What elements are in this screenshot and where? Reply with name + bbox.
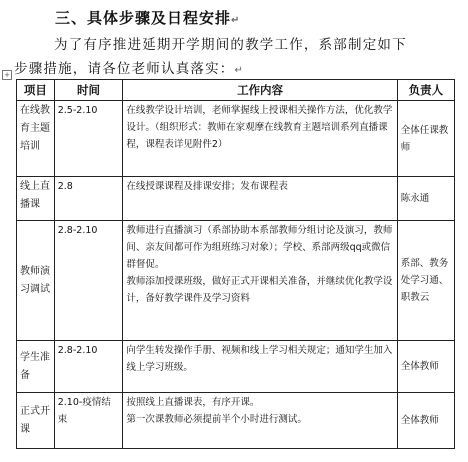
schedule-table: [16, 79, 455, 449]
header-item: 项目: [17, 80, 55, 101]
header-content: 工作内容: [123, 80, 397, 101]
row-item: 教师演习调试: [17, 221, 55, 341]
row-item: 正式开课: [17, 393, 55, 449]
row-owner: 全体教师: [397, 341, 454, 393]
intro-paragraph: 为了有序推进延期开学期间的教学工作，系部制定如下 步骤措施，请各位老师认真落实：↵: [14, 37, 407, 77]
row-time: 2.8-2.10: [54, 341, 123, 393]
section-heading: 三、具体步骤及日程安排↵: [55, 9, 241, 27]
table-row: [17, 177, 455, 221]
row-content: 向学生转发操作手册、视频和线上学习相关规定；通知学生加入线上学习班级。: [123, 341, 397, 393]
table-move-handle-icon[interactable]: +: [2, 70, 12, 80]
row-owner: 系部、教务处学习通、职教云: [397, 221, 454, 341]
row-time: 2.8: [54, 177, 123, 221]
header-time: 时间: [54, 80, 123, 101]
row-content: [123, 221, 397, 341]
table-row: [17, 393, 455, 449]
row-owner: 全体任课教师: [397, 101, 454, 177]
row-content: 在线授课课程及排课安排；发布课程表: [123, 177, 397, 221]
row-content: [123, 393, 397, 449]
row-time: 2.8-2.10: [54, 221, 123, 341]
row-time: 2.5-2.10: [54, 101, 123, 177]
table-row: [17, 101, 455, 177]
row-content-paragraph: 第一次课教师必须提前半个小时进行测试。: [126, 414, 307, 425]
row-item: 线上直播课: [17, 177, 55, 221]
row-owner: 全体教师: [397, 393, 454, 449]
row-time: 2.10-疫情结束: [54, 393, 123, 449]
row-item: 在线教育主题培训: [17, 101, 55, 177]
row-content-paragraph: 教师添加授课班级，做好正式开课相关准备，并继续优化教学设计，备好教学课件及学习资料: [126, 276, 393, 304]
header-owner: 负责人: [397, 80, 454, 101]
table-row: [17, 221, 455, 341]
row-owner: 陈永通: [397, 177, 454, 221]
table-row: [17, 341, 455, 393]
row-content-paragraph: 按照线上直播课表，有序开课。: [126, 397, 260, 408]
row-content: 在线教学设计培训，老师掌握线上授课相关操作方法，优化教学设计。（组织形式：教师在家观摩在线教育主题培训系列直播课程，课程表详见附件2）: [123, 101, 397, 177]
row-item: 学生准备: [17, 341, 55, 393]
table-header-row: [17, 80, 455, 101]
row-content-paragraph: 教师进行直播演习（系部协助本系部教师分组讨论及演习，教师间、亲友间都可作为组班练习对象）；学校、系部两级qq或微信群督促。: [126, 225, 393, 270]
